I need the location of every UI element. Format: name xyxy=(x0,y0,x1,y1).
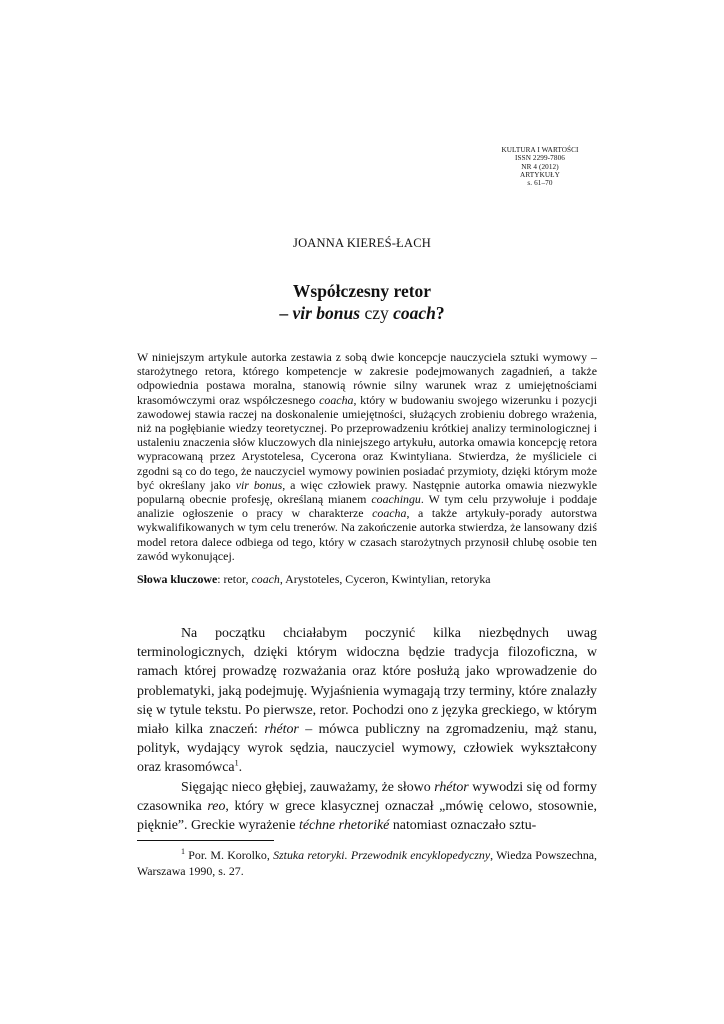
author-name: JOANNA KIEREŚ-ŁACH xyxy=(293,236,431,250)
body-text-run: , który w grece klasycznej oznaczał „mówię celowo, stosownie, pięknie”. Greckie wyrażenie xyxy=(137,798,597,834)
footnote-divider xyxy=(137,840,274,841)
keywords-text: , Arystoteles, Cyceron, Kwintylian, retoryka xyxy=(279,572,491,586)
journal-pages: s. 61–70 xyxy=(527,179,553,188)
body-italic: rhétor xyxy=(434,779,469,795)
footnote-number: 1 xyxy=(181,847,185,857)
abstract-text: . W tym celu przywołuje i poddaje analizie ogłoszenie o pracy w charakterze xyxy=(137,492,597,521)
body-text-run: – mówca publiczny na zgromadzeniu, mąż stanu, polityk, wydający wyrok sędzia, nauczyciel wymowy, człowiek wykształcony oraz krasomówca xyxy=(137,722,597,776)
title-line-2 xyxy=(0,302,724,324)
title-czy: czy xyxy=(360,303,394,323)
journal-issn: ISSN 2299-7806 xyxy=(515,154,565,163)
footnote-text: Por. M. Korolko, xyxy=(185,848,274,862)
body-paragraph-2 xyxy=(137,778,597,836)
abstract-italic: coachingu xyxy=(371,492,421,507)
body-text-run: Na początku chciałabym poczynić kilka niezbędnych uwag terminologicznych, dzięki którym widoczna będzie tradycja filozoficzna, w ramach której prowadzę rozważania oraz które posłużą jako wprowadzenie do problematyki, jaką podejmuję. Wyjaśnienia wymagają trzy terminy, które znalazły się w tytule tekstu. Po pierwsze, retor. Pochodzi ono z języka greckiego, w którym miało kilka znaczeń: xyxy=(137,626,597,738)
abstract xyxy=(137,350,597,563)
body-paragraph-1 xyxy=(137,624,597,778)
journal-header xyxy=(470,146,610,187)
body-text-run: wywodzi się od formy czasownika xyxy=(137,779,597,814)
footnote-reference[interactable]: 1 xyxy=(234,758,239,768)
body-italic: téchne rhetoriké xyxy=(298,818,390,834)
title-question: ? xyxy=(435,303,445,323)
journal-issue: NR 4 (2012) xyxy=(521,162,559,171)
article-title xyxy=(0,280,724,324)
abstract-text: W niniejszym artykule autorka zestawia z sobą dwie koncepcje nauczyciela sztuki wymowy – starożytnego retora, którego kompetencje w zakresie podejmowanych zagadnień, a także odpowiednia postawa moralna, stanowią równie silny warunek wraz z umiejętnościami krasomówczymi oraz współczesnego xyxy=(137,350,597,407)
footnote-book-title: Sztuka retoryki. Przewodnik encyklopedyczny xyxy=(273,848,491,862)
title-dash: – xyxy=(279,303,293,323)
body-text-run: . xyxy=(238,760,243,776)
journal-name: KULTURA I WARTOŚCI xyxy=(501,146,579,154)
abstract-text: , a więc człowiek prawy. Następnie autorka omawia niezwykle popularną obecnie profesję, określaną mianem xyxy=(137,477,597,507)
body-italic: rhétor xyxy=(264,722,299,738)
abstract-italic: vir bonus xyxy=(235,477,283,492)
keywords-label: Słowa kluczowe xyxy=(137,572,218,586)
body-text-run: natomiast oznaczało sztu- xyxy=(389,818,537,834)
keywords-italic: coach xyxy=(251,572,280,586)
journal-section: ARTYKUŁY xyxy=(520,170,560,179)
footnote-paragraph xyxy=(137,848,597,879)
body-italic: reo xyxy=(207,798,226,814)
body-text xyxy=(137,624,597,835)
footnote-text: , Wiedza Powszechna, Warszawa 1990, s. 27. xyxy=(137,848,598,878)
title-line-1: Współczesny retor xyxy=(292,281,432,301)
body-text-run: Sięgając nieco głębiej, zauważamy, że słowo xyxy=(181,779,435,795)
abstract-italic: coacha xyxy=(319,392,354,407)
abstract-paragraph xyxy=(137,350,597,563)
footnote xyxy=(137,848,597,879)
title-vir-bonus: vir bonus xyxy=(292,303,361,323)
abstract-italic: coacha xyxy=(372,506,407,521)
keywords-text: : retor, xyxy=(217,572,252,586)
abstract-text: , a także artykuły-porady autorstwa wykwalifikowanych w tym celu trenerów. Na zakończenie autorka stwierdza, że lansowany dziś model retora dalece odbiega od tego, który w czasach starożytnych przynosił chlubę osobie ten zawód wykonującej. xyxy=(137,506,597,563)
abstract-text: , który w budowaniu swojego wizerunku i pozycji zawodowej stawia raczej na doskonalenie umiejętności, służących zrobieniu dobrego wrażenia, niż na pogłębianie wiedzy teoretycznej. Po przeprowadzeniu krótkiej analizy terminologicznej i ustaleniu znaczenia słów kluczowych dla niniejszego artykułu, autorka omawia koncepcję retora wypracowaną przez Arystotelesa, Cycerona oraz Kwintyliana. Stwierdza, że myśliciele ci zgodni są co do tego, że nauczyciel wymowy powinien posiadać przymioty, dzięki którym może być określany jako xyxy=(137,392,597,492)
keywords xyxy=(137,572,597,586)
title-coach: coach xyxy=(393,303,436,323)
